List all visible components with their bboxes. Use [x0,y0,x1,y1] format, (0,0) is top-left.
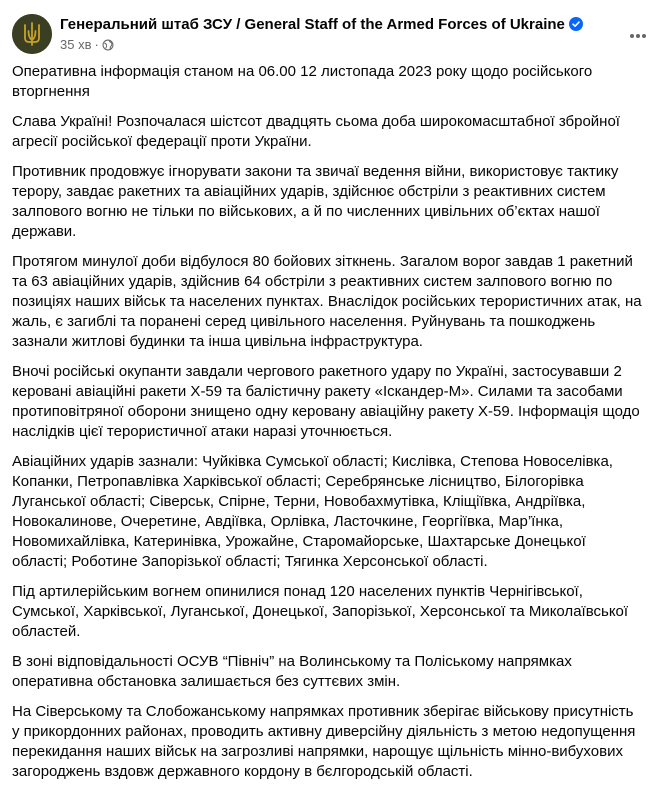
post-paragraph: Слава Україні! Розпочалася шістсот двадцять сьома доба широкомасштабної збройної агресії російської федерації проти України. [12,113,620,150]
post-paragraph: Противник продовжує ігнорувати закони та звичаї ведення війни, використовує тактику терору, завдає ракетних та авіаційних ударів, здійснює обстріли з реактивних систем залпового вогню не тільки по військових, а й по численних цивільних об’єктах нашої держави. [12,163,619,240]
post-paragraph: На Сіверському та Слобожанському напрямках противник зберігає військову присутність у прикордонних районах, проводить активну диверсійну діяльність з метою недопущення перекидання наших військ на загрозливі напрямки, нарощує щільність мінно-вибухових загороджень вздовж державного кордону в бєлгородській області. [12,703,636,780]
post-paragraph: Авіаційних ударів зазнали: Чуйківка Сумської області; Кислівка, Степова Новоселівка, Копанки, Петропавлівка Харківської області; Серебрянське лісництво, Білогорівка Луганської області; Сіверськ, Спірне, Терни, Новобахмутівка, Кліщіївка, Андріївка, Новокалинове, Очеретине, Авдіївка, Орлівка, Ласточкине, Георгіївка, Мар’їнка, Новомихайлівка, Катеринівка, Урожайне, Старомайорське, Шахтарське Донецької області; Роботине Запорізької області; Тягинка Херсонської області. [12,453,613,570]
post-paragraph: Під артилерійським вогнем опинилися понад 120 населених пунктів Чернігівської, Сумської, Харківської, Луганської, Донецької, Запорізької, Херсонської та Миколаївської областей. [12,583,629,640]
post-meta [60,37,114,55]
trident-emblem-icon [12,14,52,54]
more-options-icon [628,26,648,46]
meta-separator: · [94,37,99,52]
post-paragraph: В зоні відповідальності ОСУВ “Північ” на Волинському та Поліському напрямках оперативна обстановка залишається без суттєвих змін. [12,653,572,690]
globe-icon[interactable] [102,39,114,55]
post-paragraph: Протягом минулої доби відбулося 80 бойових зіткнень. Загалом ворог завдав 1 ракетний та 63 авіаційних ударів, здійснив 64 обстріли з реактивних систем залпового вогню по позиціях наших військ та населених пунктах. Внаслідок російських терористичних атак, на жаль, є загиблі та поранені серед цивільного населення. Руйнувань та пошкоджень зазнали житлові будинки та інша цивільна інфраструктура. [12,253,642,350]
page-avatar[interactable] [12,14,52,54]
author-name[interactable]: Генеральний штаб ЗСУ / General Staff of the Armed Forces of Ukraine [60,16,565,33]
verified-badge-icon [569,17,583,37]
more-options-button[interactable] [620,18,656,54]
post-timestamp[interactable]: 35 хв [60,37,92,52]
post-paragraph: Вночі російські окупанти завдали чергового ракетного удару по Україні, застосувавши 2 керовані авіаційні ракети Х-59 та балістичну ракету «Іскандер-М». Силами та засобами протиповітряної оборони знищено одну керовану авіаційну ракету Х-59. Інформація щодо наслідків цієї терористичної атаки наразі уточнюється. [12,363,640,440]
post-header [12,12,658,58]
post-body [12,62,642,792]
post-paragraph-heading: Оперативна інформація станом на 06.00 12 листопада 2023 року щодо російського вторгнення [12,63,593,100]
author-name-link[interactable] [60,15,583,37]
